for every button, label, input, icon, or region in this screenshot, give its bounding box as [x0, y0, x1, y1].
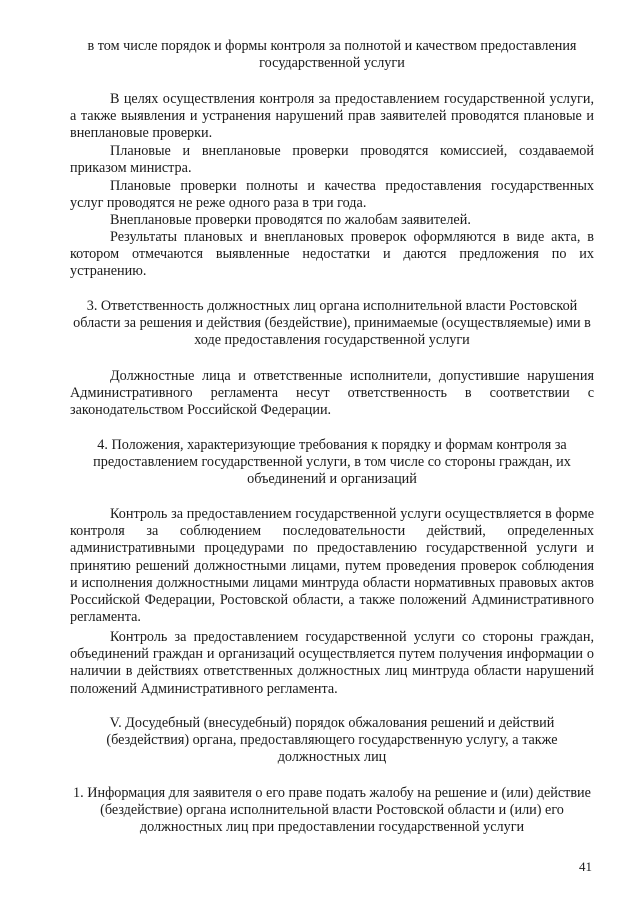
- section3-paragraph: Должностные лица и ответственные исполнители, допустившие нарушения Административного регламента несут ответственность в соответствии с законодательством Российской Федерации.: [70, 368, 594, 419]
- section4-heading: 4. Положения, характеризующие требования к порядку и формам контроля за предоставлением государственной услуги, в том числе со стороны граждан, их объединений и организаций: [93, 437, 571, 488]
- paragraph-control-2: Плановые и внеплановые проверки проводятся комиссией, создаваемой приказом министра.: [70, 143, 594, 177]
- chapter5-heading: V. Досудебный (внесудебный) порядок обжалования решений и действий (бездействия) органа, предоставляющего государственную услугу, а также должностных лиц: [106, 715, 558, 766]
- heading-control: в том числе порядок и формы контроля за полнотой и качеством предоставления государственной услуги: [87, 38, 577, 72]
- item1-heading: 1. Информация для заявителя о его праве подать жалобу на решение и (или) действие (бездействие) органа исполнительной власти Ростовской области и (или) его должностных лиц при предоставлении государственной услуги: [73, 785, 591, 836]
- paragraph-control-4: Внеплановые проверки проводятся по жалобам заявителей.: [110, 212, 471, 228]
- section4-paragraph-2: Контроль за предоставлением государственной услуги со стороны граждан, объединений граждан и организаций осуществляется путем получения информации о наличии в действиях ответственных должностных лиц минтруда области нарушений положений Административного регламента.: [70, 629, 594, 697]
- paragraph-control-3: Плановые проверки полноты и качества предоставления государственных услуг проводятся не реже одного раза в три года.: [70, 178, 594, 212]
- section4-paragraph-1: Контроль за предоставлением государственной услуги осуществляется в форме контроля за соблюдением последовательности действий, определенных административными процедурами по предоставлению государственной услуги и принятию решений должностными лицами, путем проведения проверок соблюдения и исполнения должностными лицами минтруда области нормативных правовых актов Российской Федерации, Ростовской области, а также положений Административного регламента.: [70, 506, 594, 626]
- page-number: 41: [579, 859, 592, 874]
- paragraph-control-1: В целях осуществления контроля за предоставлением государственной услуги, а также выявления и устранения нарушений прав заявителей проводятся плановые и внеплановые проверки.: [70, 91, 594, 142]
- section3-heading: 3. Ответственность должностных лиц органа исполнительной власти Ростовской области за решения и действия (бездействие), принимаемые (осуществляемые) ими в ходе предоставления государственной услуги: [73, 298, 591, 349]
- paragraph-control-5: Результаты плановых и внеплановых проверок оформляются в виде акта, в котором отмечаются выявленные недостатки и даются предложения по их устранению.: [70, 229, 594, 280]
